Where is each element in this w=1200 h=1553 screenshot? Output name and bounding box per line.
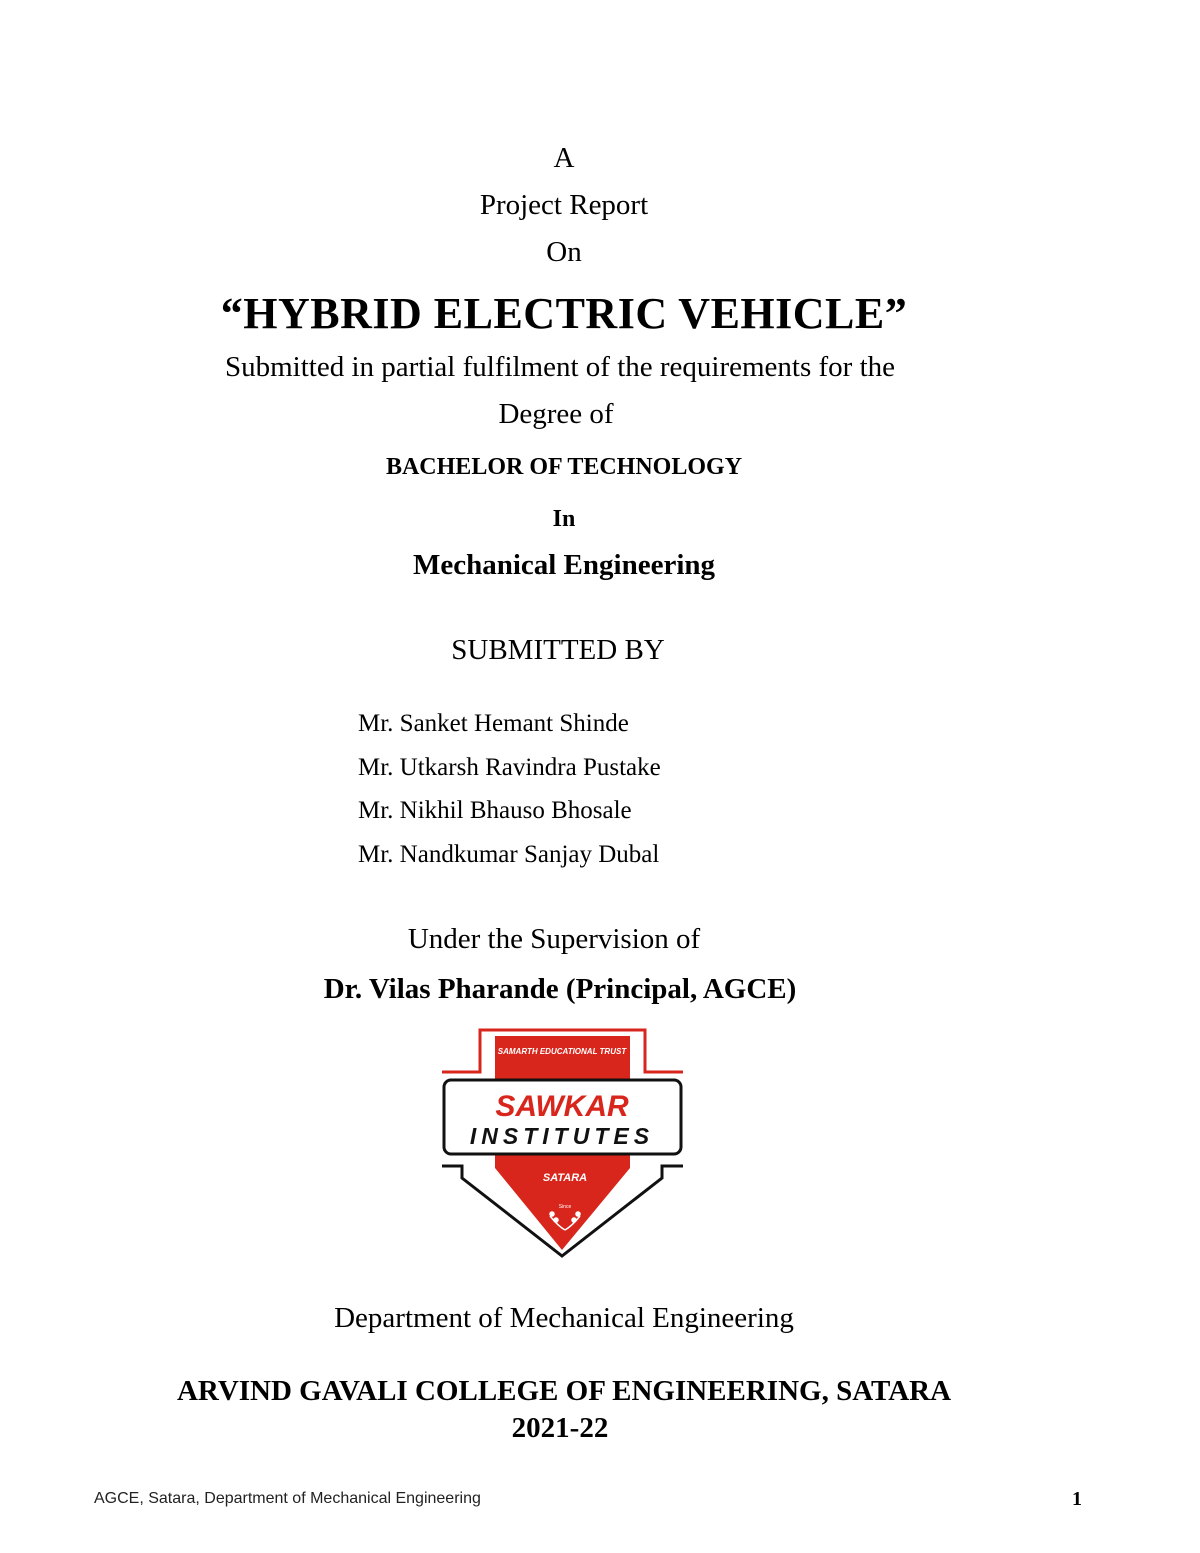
student-name: Mr. Sanket Hemant Shinde — [358, 710, 629, 737]
academic-year: 2021-22 — [511, 1412, 609, 1444]
logo-name-text: SAWKAR — [495, 1090, 629, 1123]
branch-name: Mechanical Engineering — [412, 549, 716, 581]
submitted-line: Submitted in partial fulfilment of the requirements for the — [224, 351, 896, 383]
page-number: 1 — [1072, 1488, 1082, 1510]
logo-since-text: Since — [558, 1204, 572, 1210]
degree-of-label: Degree of — [498, 398, 614, 430]
logo-city-text: SATARA — [542, 1172, 588, 1184]
project-report-label: Project Report — [479, 189, 649, 221]
student-name: Mr. Nandkumar Sanjay Dubal — [358, 840, 660, 868]
student-name: Mr. Utkarsh Ravindra Pustake — [358, 753, 661, 781]
degree-name: BACHELOR OF TECHNOLOGY — [385, 454, 743, 480]
supervision-label: Under the Supervision of — [407, 923, 701, 955]
line-a: A — [553, 142, 575, 174]
in-label: In — [552, 506, 576, 532]
report-title: “HYBRID ELECTRIC VEHICLE” — [220, 289, 908, 338]
sawkar-institutes-logo — [440, 1028, 685, 1260]
logo-trust-text: SAMARTH EDUCATIONAL TRUST — [497, 1047, 627, 1056]
department-name: Department of Mechanical Engineering — [334, 1302, 794, 1334]
supervisor-name: Dr. Vilas Pharande (Principal, AGCE) — [323, 973, 797, 1005]
logo-subtitle-text: INSTITUTES — [469, 1123, 655, 1149]
student-list — [358, 702, 661, 876]
footer-text: AGCE, Satara, Department of Mechanical Engineering — [94, 1490, 481, 1507]
submitted-by-label: SUBMITTED BY — [451, 634, 665, 666]
on-label: On — [546, 236, 582, 268]
college-name: ARVIND GAVALI COLLEGE OF ENGINEERING, SATARA — [176, 1375, 952, 1407]
student-name: Mr. Nikhil Bhauso Bhosale — [358, 797, 632, 824]
